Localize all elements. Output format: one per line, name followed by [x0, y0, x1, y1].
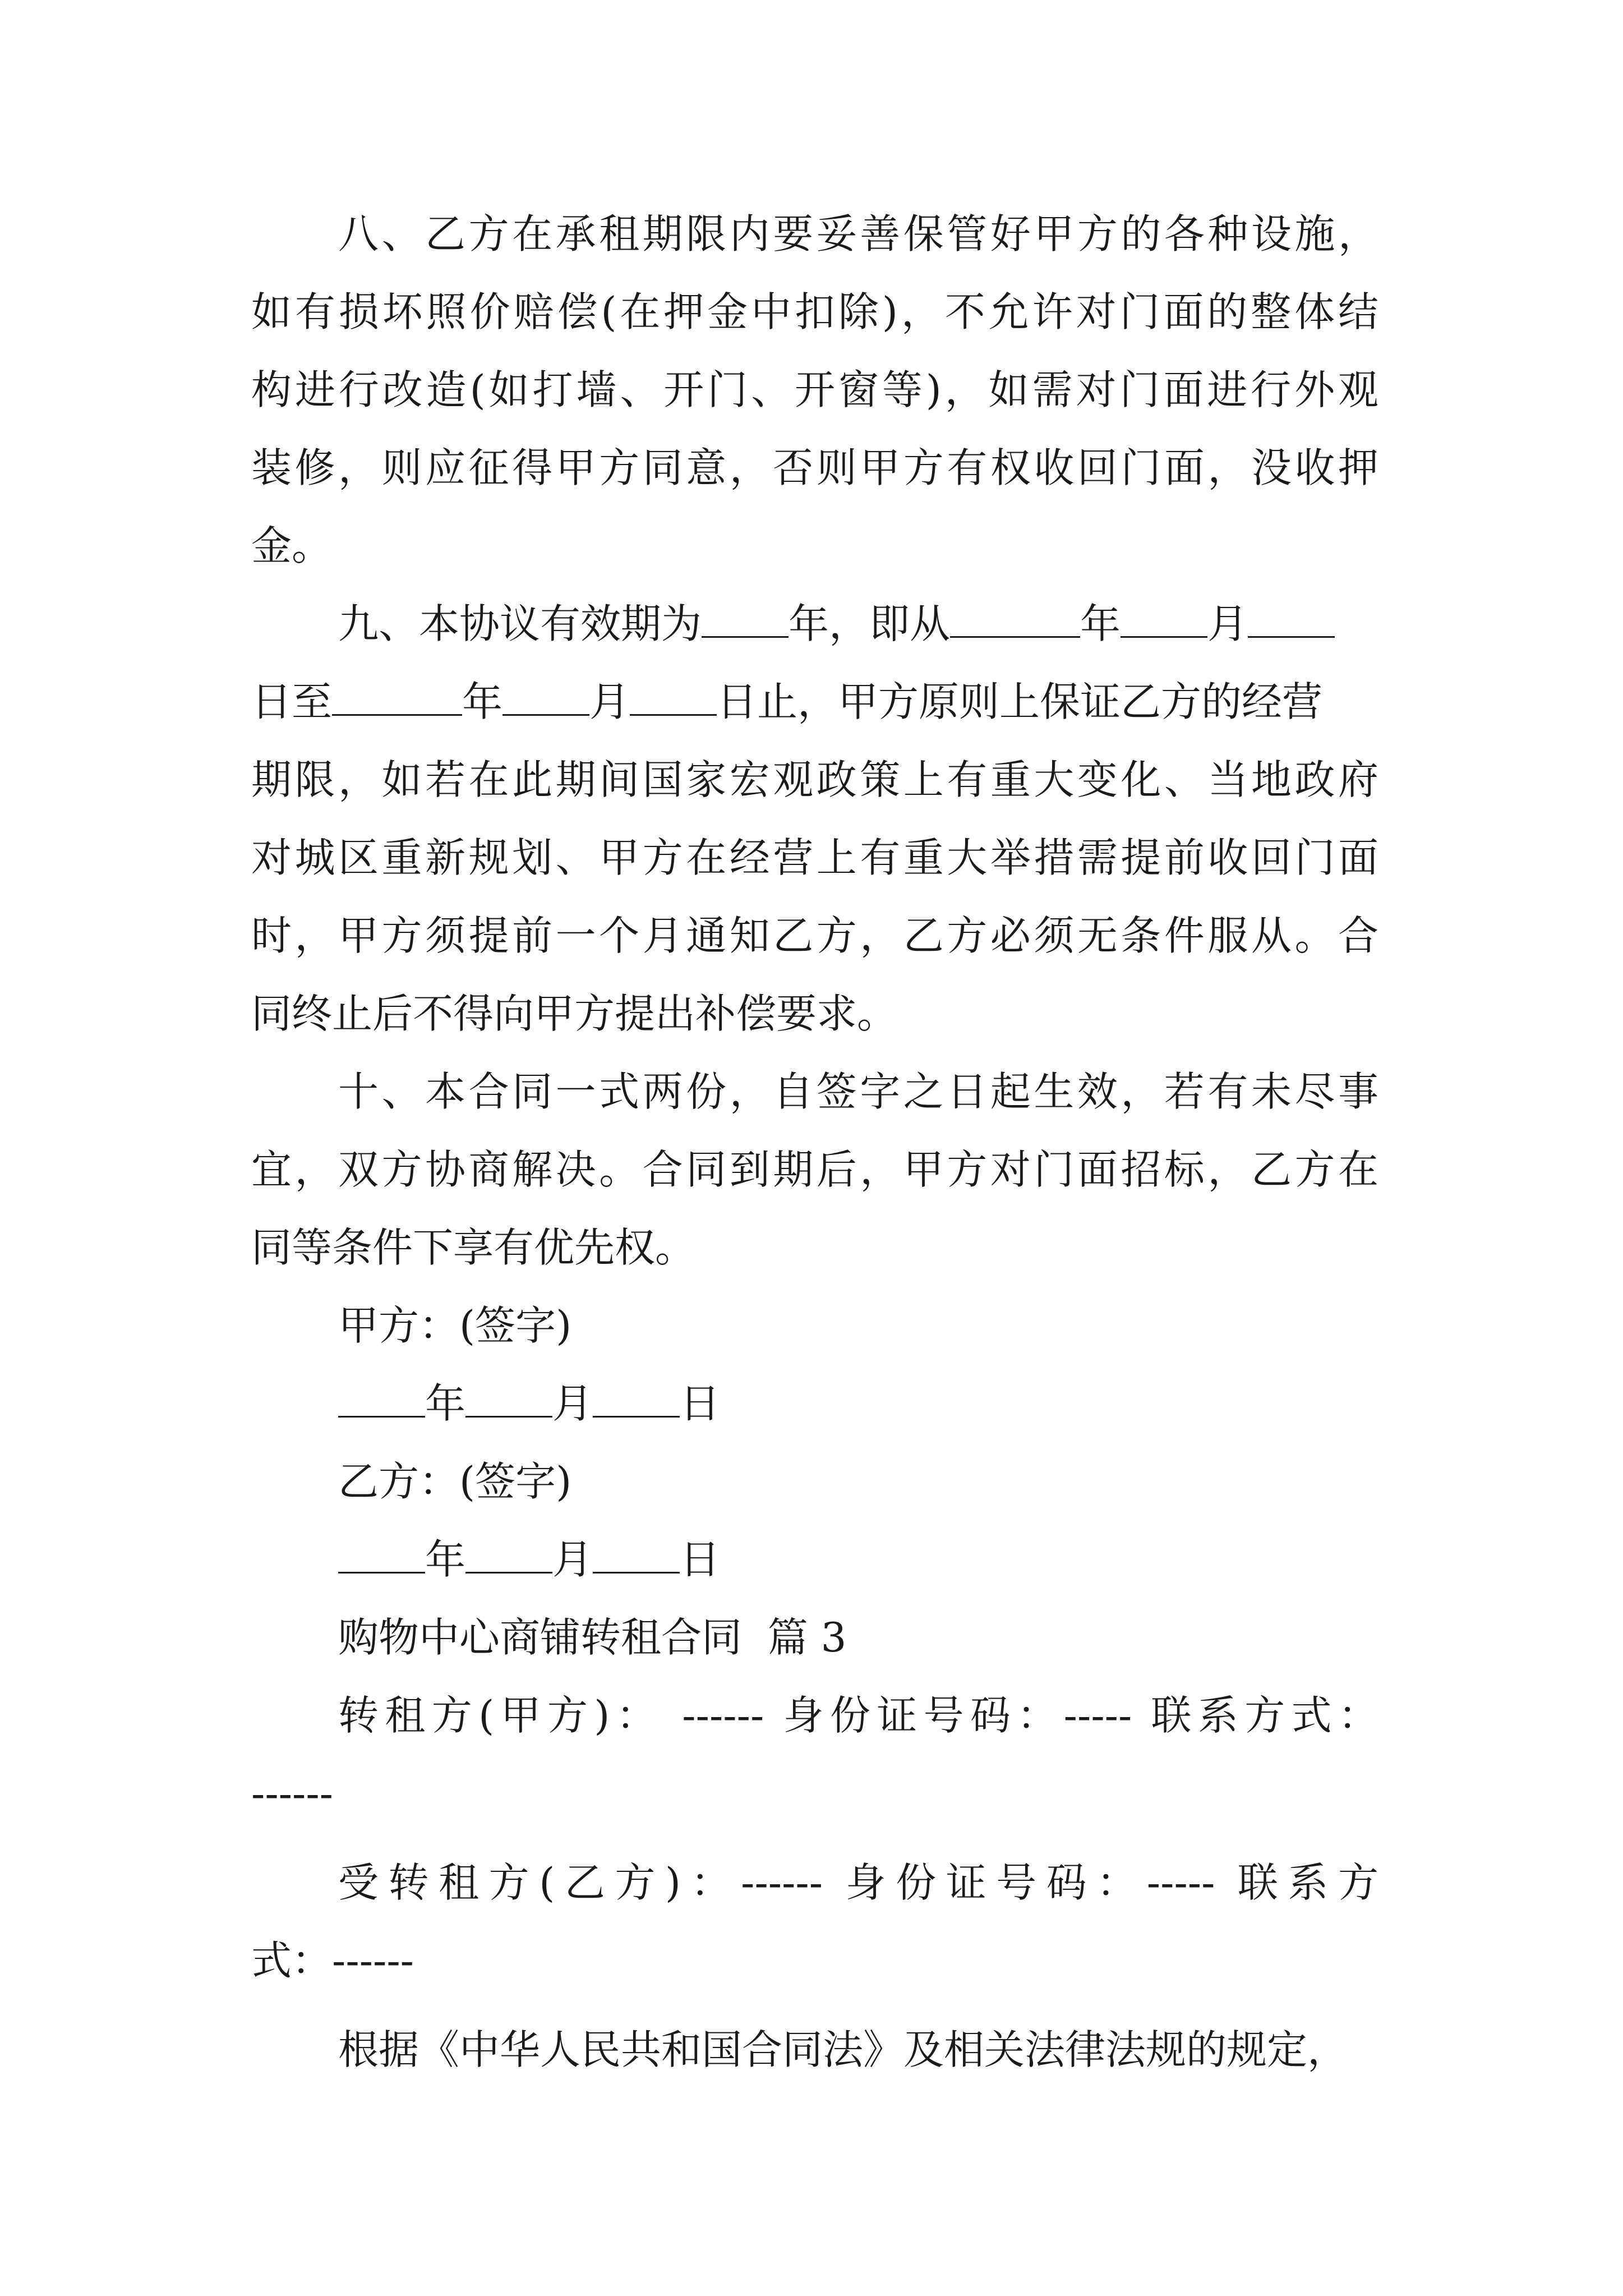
month-label: 月	[1207, 600, 1248, 647]
sublessor-line-1: 转租方(甲方)： ------ 身份证号码：----- 联系方式：	[338, 1692, 1378, 1739]
clause-9-line-1	[251, 585, 1378, 663]
party-b-year-blank	[338, 1543, 425, 1573]
clause-9-text: 日止，甲方原则上保证乙方的经营	[717, 678, 1323, 725]
clause-8-line-1: 八、乙方在承租期限内要妥善保管好甲方的各种设施，	[338, 210, 1378, 257]
clause-8-line-2: 如有损坏照价赔偿(在押金中扣除)，不允许对门面的整体结	[251, 288, 1378, 335]
clause-9-text: 日至	[251, 678, 333, 725]
start-day-blank	[1248, 607, 1335, 638]
clause-9-line-5: 时，甲方须提前一个月通知乙方，乙方必须无条件服从。合	[251, 912, 1378, 959]
month-label: 月	[552, 1380, 593, 1427]
end-year-blank	[332, 685, 462, 716]
start-month-blank	[1121, 607, 1207, 638]
year-label: 年	[425, 1380, 466, 1427]
party-b-day-blank	[593, 1543, 680, 1573]
sublessor-line-2: ------	[251, 1770, 333, 1817]
party-b-signature-label: 乙方：(签字)	[338, 1458, 572, 1505]
clause-9-line-4: 对城区重新规划、甲方在经营上有重大举措需提前收回门面	[251, 834, 1378, 881]
sublessee-line-1: 受转租方(乙方)：------ 身份证号码：----- 联系方	[338, 1859, 1378, 1906]
clause-8-line-4: 装修，则应征得甲方同意，否则甲方有权收回门面，没收押	[251, 444, 1378, 491]
document-page	[251, 195, 1378, 2089]
day-label: 日	[680, 1536, 721, 1583]
clause-8-line-3: 构进行改造(如打墙、开门、开窗等)，如需对门面进行外观	[251, 366, 1378, 413]
clause-9-line-3: 期限，如若在此期间国家宏观政策上有重大变化、当地政府	[251, 756, 1378, 803]
legal-basis-line: 根据《中华人民共和国合同法》及相关法律法规的规定，	[338, 2026, 1348, 2073]
clause-10-line-3: 同等条件下享有优先权。	[251, 1224, 696, 1271]
month-label: 月	[589, 678, 630, 725]
party-b-date-line	[251, 1521, 1378, 1599]
clause-9-text: 年，即从	[789, 600, 951, 647]
paragraph-gap	[251, 1833, 1378, 1844]
section-3-title: 购物中心商铺转租合同 篇 3	[338, 1614, 847, 1661]
term-years-blank	[702, 607, 789, 638]
party-a-day-blank	[593, 1387, 680, 1418]
clause-10-line-2: 宜，双方协商解决。合同到期后，甲方对门面招标，乙方在	[251, 1146, 1378, 1193]
year-label: 年	[425, 1536, 466, 1583]
start-year-blank	[950, 607, 1080, 638]
year-label: 年	[462, 678, 503, 725]
day-label: 日	[680, 1380, 721, 1427]
party-b-month-blank	[465, 1543, 552, 1573]
clause-10-line-1: 十、本合同一式两份，自签字之日起生效，若有未尽事	[338, 1068, 1378, 1115]
clause-9-line-2	[251, 663, 1378, 741]
sublessee-line-2: 式：------	[251, 1937, 414, 1984]
year-label: 年	[1080, 600, 1121, 647]
party-a-year-blank	[338, 1387, 425, 1418]
clause-8-line-5: 金。	[251, 522, 333, 569]
party-a-date-line	[251, 1365, 1378, 1443]
clause-9-text: 九、本协议有效期为	[338, 600, 702, 647]
end-month-blank	[502, 685, 589, 716]
clause-9-line-6: 同终止后不得向甲方提出补偿要求。	[251, 990, 898, 1037]
end-day-blank	[630, 685, 717, 716]
party-a-month-blank	[465, 1387, 552, 1418]
month-label: 月	[552, 1536, 593, 1583]
party-a-signature-label: 甲方：(签字)	[338, 1302, 572, 1349]
